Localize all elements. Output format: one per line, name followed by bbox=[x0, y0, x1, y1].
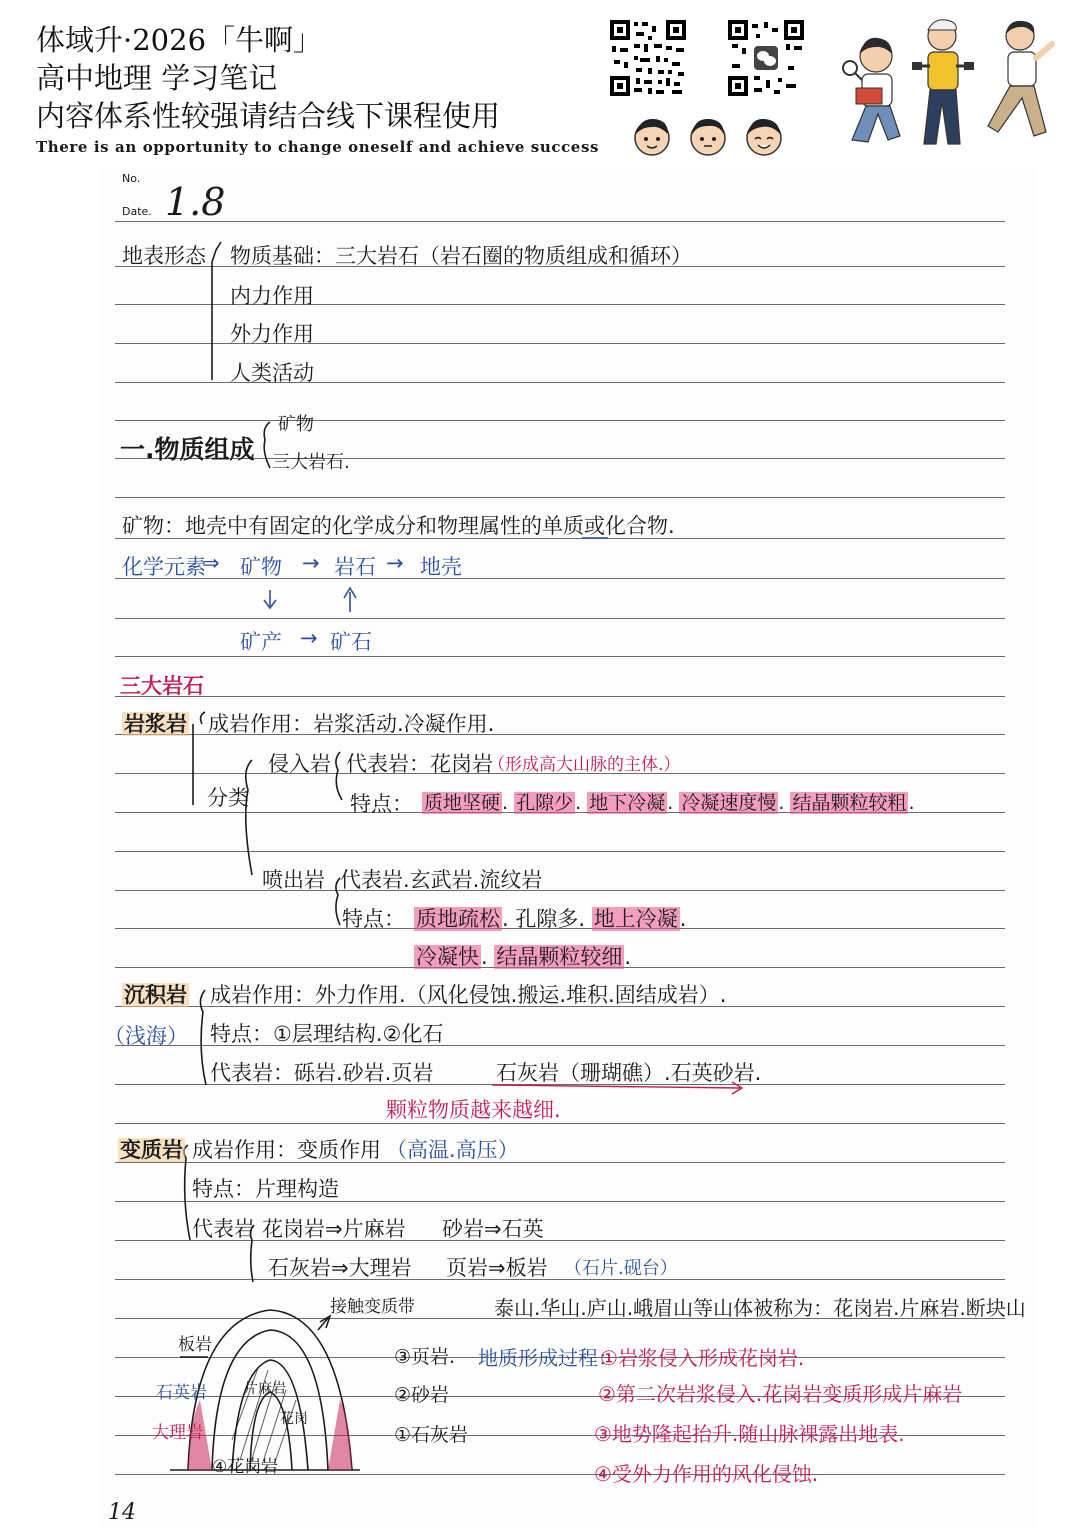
diagram-label-gneiss: 片麻岩 bbox=[244, 1381, 286, 1397]
grain-size-note: 颗粒物质越来越细. bbox=[386, 1098, 561, 1122]
chain-rock: 岩石 bbox=[334, 555, 376, 579]
intrusive-rock-label: 侵入岩 bbox=[268, 752, 331, 776]
topic-branch: 外力作用 bbox=[230, 322, 314, 346]
sedimentary-shallow-sea-note: （浅海） bbox=[104, 1024, 188, 1048]
igneous-rock-title: 岩浆岩 bbox=[124, 712, 187, 736]
slate-uses-note: （石片.砚台） bbox=[564, 1258, 678, 1279]
extrusive-representative: 代表岩.玄武岩.流纹岩 bbox=[340, 868, 543, 892]
no-label: No. bbox=[122, 172, 141, 185]
date-label: Date. bbox=[122, 205, 152, 218]
chain-ore: 矿石 bbox=[330, 630, 372, 654]
section-title: 一.物质组成 bbox=[120, 435, 255, 464]
intrusive-features-label: 特点： bbox=[350, 792, 413, 816]
metamorphic-pair: 花岗岩⇒片麻岩 bbox=[262, 1217, 406, 1241]
metamorphic-representative-label: 代表岩 bbox=[192, 1217, 255, 1241]
extrusive-features-label: 特点： bbox=[342, 907, 405, 931]
sedimentary-representative-2: 石灰岩（珊瑚礁）.石英砂岩. bbox=[496, 1061, 762, 1085]
sedimentary-representative: 代表岩：砾岩.砂岩.页岩 bbox=[210, 1061, 434, 1085]
process-step: ②第二次岩浆侵入.花岗岩变质形成片麻岩 bbox=[598, 1382, 963, 1406]
metamorphic-pair: 页岩⇒板岩 bbox=[446, 1256, 548, 1280]
intrusive-rep-note: （形成高大山脉的主体.） bbox=[488, 755, 681, 775]
process-title: 地质形成过程： bbox=[478, 1346, 618, 1370]
stratum-label: ②砂岩 bbox=[394, 1384, 450, 1406]
chain-crust: 地壳 bbox=[420, 555, 462, 579]
header-usage-note: 内容体系性较强请结合线下课程使用 bbox=[36, 99, 501, 133]
header-title: 体域升·2026「牛啊」 bbox=[36, 23, 323, 57]
sedimentary-rock-title: 沉积岩 bbox=[124, 983, 187, 1007]
stratum-label: ③页岩. bbox=[394, 1346, 456, 1368]
metamorphic-rock-title: 变质岩 bbox=[120, 1138, 183, 1162]
diagram-label-contact-zone: 接触变质带 bbox=[330, 1297, 415, 1317]
intrusive-representative: 代表岩：花岗岩 bbox=[346, 752, 493, 776]
topic-root: 地表形态 bbox=[122, 244, 206, 268]
topic-branch: 人类活动 bbox=[230, 361, 314, 385]
chain-element: 化学元素 bbox=[122, 555, 206, 579]
intrusive-features: 质地坚硬 . 孔隙少 . 地下冷凝 . 冷凝速度慢 . 结晶颗粒较粗 . bbox=[424, 792, 915, 814]
igneous-classification-label: 分类 bbox=[207, 786, 249, 810]
metamorphic-conditions: （高温.高压） bbox=[386, 1138, 519, 1162]
topic-branch: 内力作用 bbox=[230, 284, 314, 308]
sedimentary-formation: 成岩作用：外力作用.（风化侵蚀.搬运.堆积.固结成岩）. bbox=[210, 983, 727, 1007]
mountain-intro: 泰山.华山.庐山.峨眉山等山体被称为：花岗岩.片麻岩.断块山 bbox=[494, 1296, 1026, 1320]
process-step: ①岩浆侵入形成花岗岩. bbox=[600, 1346, 805, 1370]
chain-arrow: → bbox=[302, 551, 320, 575]
metamorphic-pair: 石灰岩⇒大理岩 bbox=[268, 1256, 412, 1280]
stratum-label: ①石灰岩 bbox=[394, 1424, 469, 1446]
diagram-label-quartzite: 石英岩 bbox=[156, 1383, 207, 1403]
extrusive-rock-label: 喷出岩 bbox=[262, 868, 325, 892]
process-step: ③地势隆起抬升.随山脉裸露出地表. bbox=[594, 1422, 905, 1446]
header-subtitle: 高中地理 学习笔记 bbox=[36, 61, 278, 95]
section-item: 三大岩石. bbox=[272, 452, 350, 473]
metamorphic-pair: 砂岩⇒石英 bbox=[442, 1217, 544, 1241]
section-item: 矿物 bbox=[278, 414, 314, 435]
diagram-label-marble: 大理岩 bbox=[152, 1423, 203, 1443]
chain-arrow: → bbox=[300, 626, 318, 650]
mineral-definition: 矿物：地壳中有固定的化学成分和物理属性的单质或化合物. bbox=[122, 514, 675, 538]
topic-branch: 物质基础：三大岩石（岩石圈的物质组成和循环） bbox=[230, 244, 692, 268]
diagram-label-granite: ④花岗岩 bbox=[212, 1457, 279, 1477]
header-motto: There is an opportunity to change oneself and achieve success bbox=[36, 138, 600, 156]
igneous-formation: 成岩作用：岩浆活动.冷凝作用. bbox=[208, 712, 495, 736]
diagram-label-slate: 板岩 bbox=[178, 1335, 212, 1355]
date-value: 1.8 bbox=[165, 180, 226, 224]
process-step: ④受外力作用的风化侵蚀. bbox=[594, 1462, 819, 1486]
extrusive-features: 质地疏松. 孔隙多. 地上冷凝. bbox=[416, 907, 687, 931]
metamorphic-features: 特点：片理构造 bbox=[192, 1177, 339, 1201]
chain-arrow: ⇒ bbox=[202, 551, 220, 575]
extrusive-features-2: 冷凝快. 结晶颗粒较细. bbox=[416, 945, 632, 969]
metamorphic-formation: 成岩作用：变质作用 bbox=[192, 1138, 381, 1162]
sedimentary-features: 特点：①层理结构.②化石 bbox=[210, 1022, 444, 1046]
chain-arrow: → bbox=[386, 551, 404, 575]
chain-mineral-resource: 矿产 bbox=[240, 630, 282, 654]
chain-mineral: 矿物 bbox=[240, 555, 282, 579]
page-number: 14 bbox=[108, 1500, 136, 1525]
rocks-heading: 三大岩石 bbox=[120, 674, 204, 698]
diagram-label-inner-granite: 花岗 bbox=[280, 1411, 308, 1427]
